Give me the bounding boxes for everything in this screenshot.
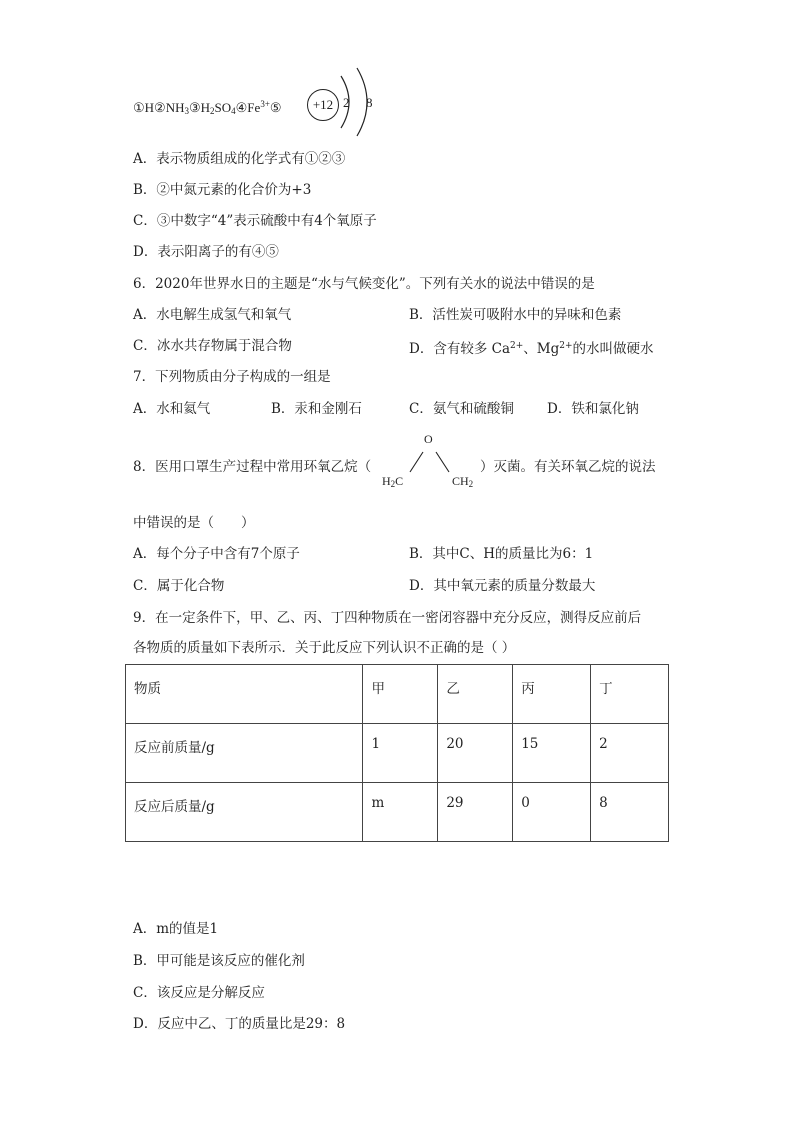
q6-stem: 6．2020年世界水日的主题是“水与气候变化”。下列有关水的说法中错误的是 [133,276,595,292]
nucleus-charge: +12 [312,97,334,112]
table-row [126,783,669,842]
q5-symbol-text: ⑤ [269,100,282,115]
struct-left-carbon: $H_2C$ [382,474,404,489]
ethylene-oxide-structure [376,432,480,492]
q5-option-a: A．表示物质组成的化学式有①②③ [133,151,346,167]
shell-1-electrons: 2 [343,95,350,110]
q6-d-suffix: 的水叫做硬水 [572,341,654,357]
q8-stem-a: 8．医用口罩生产过程中常用环氧乙烷（ [133,459,372,475]
q9-option-d: D．反应中乙、丁的质量比是29：8 [133,1016,346,1032]
table-cell: 丁 [591,665,669,724]
q9-stem-line2: 各物质的质量如下表所示．关于此反应下列认识不正确的是（ ） [133,640,516,656]
table-cell: 20 [438,724,513,783]
table-cell: m [363,783,438,842]
table-header-row [126,665,669,724]
table-cell: 乙 [438,665,513,724]
table-cell: 29 [438,783,513,842]
q6-option-d [409,337,654,358]
q8-stem-c: 中错误的是（ ） [133,515,255,531]
q5-symbol-text: ④Fe [235,100,261,115]
q6-option-b: B．活性炭可吸附水中的异味和色素 [409,307,622,323]
q5-option-b: B．②中氮元素的化合价为+3 [133,182,312,198]
q7-option-a: A．水和氦气 [133,401,211,417]
table-cell: 甲 [363,665,438,724]
struct-left-bond [410,452,423,472]
q5-subscript: 2 [210,106,215,116]
q6-d-mid: 、Mg [523,341,560,357]
table-cell: 丙 [513,665,591,724]
q6-option-c: C．冰水共存物属于混合物 [133,338,292,354]
table-cell: 1 [363,724,438,783]
q5-symbol-text: ③H [188,100,211,115]
table-cell: 反应前质量/g [126,724,363,783]
q8-option-c: C．属于化合物 [133,578,225,594]
struct-oxygen: O [424,432,433,446]
q8-stem-b: ）灭菌。有关环氧乙烷的说法 [480,459,656,475]
q5-symbols [133,95,282,120]
q5-option-d: D．表示阳离子的有④⑤ [133,244,279,260]
q6-d-charge: 2+ [510,341,524,351]
q9-option-c: C．该反应是分解反应 [133,985,265,1001]
q8-option-d: D．其中氧元素的质量分数最大 [409,578,596,594]
q7-option-d: D．铁和氯化钠 [547,401,639,417]
table-cell: 物质 [126,665,363,724]
q6-option-a: A．水电解生成氢气和氧气 [133,307,292,323]
q5-symbol-text: SO [214,100,232,115]
table-cell: 15 [513,724,591,783]
q8-option-a: A．每个分子中含有7个原子 [133,546,300,562]
table-cell: 反应后质量/g [126,783,363,842]
q5-option-c: C．③中数字“4”表示硫酸中有4个氧原子 [133,213,377,229]
table-cell: 8 [591,783,669,842]
q6-d-charge: 2+ [559,341,573,351]
q7-option-c: C．氨气和硫酸铜 [409,401,514,417]
q5-symbol-text: ①H②NH [133,100,185,115]
q7-stem: 7．下列物质由分子构成的一组是 [133,369,331,385]
q7-option-b: B．汞和金刚石 [271,401,362,417]
q5-superscript: 3+ [260,99,270,109]
q8-option-b: B．其中C、H的质量比为6：1 [409,546,594,562]
table-cell: 2 [591,724,669,783]
q9-option-a: A．m的值是1 [133,921,219,937]
shell-2-electrons: 8 [366,95,373,110]
mass-table [125,664,669,842]
q5-subscript: 3 [184,106,189,116]
table-row [126,724,669,783]
q9-stem-line1: 9．在一定条件下，甲、乙、丙、丁四种物质在一密闭容器中充分反应，测得反应前后 [133,610,642,626]
struct-right-carbon: $CH_2$ [452,474,474,489]
q6-d-prefix: D．含有较多 Ca [409,341,510,357]
struct-right-bond [436,452,449,472]
table-cell: 0 [513,783,591,842]
q9-option-b: B．甲可能是该反应的催化剂 [133,953,305,969]
q5-subscript: 4 [231,106,236,116]
